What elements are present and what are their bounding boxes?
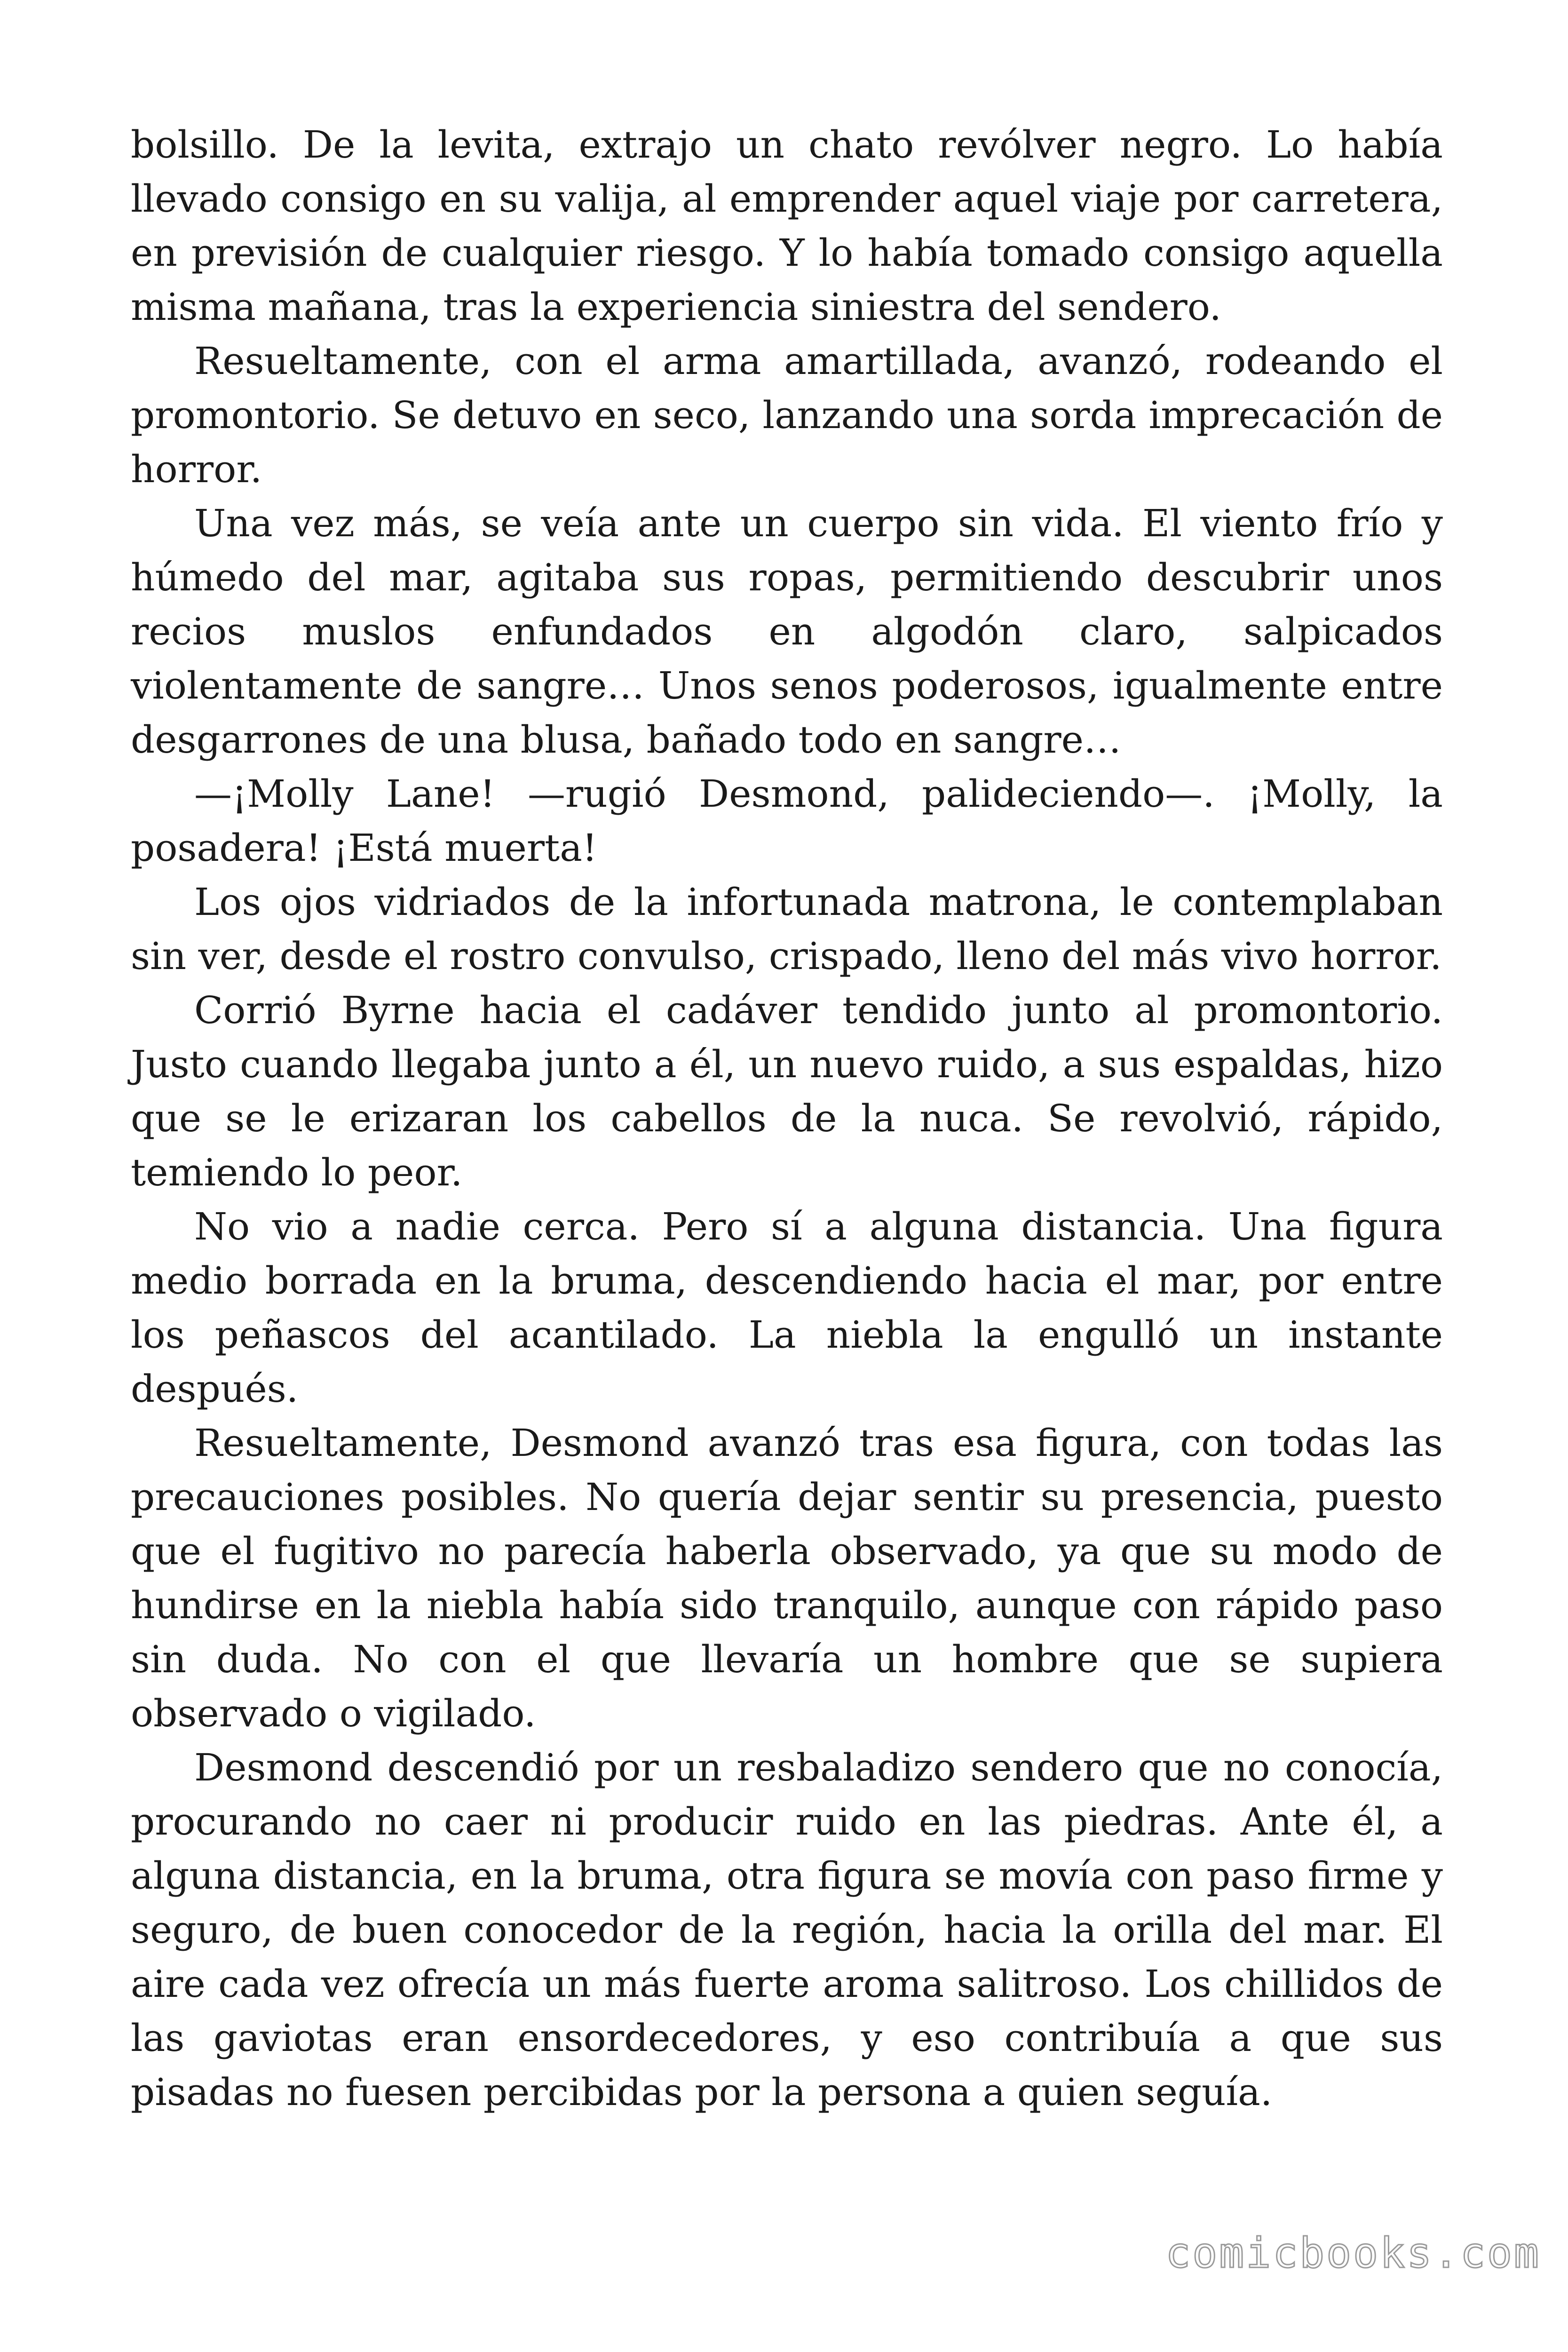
paragraph-7: No vio a nadie cerca. Pero sí a alguna distancia. Una figura medio borrada en la bruma, descendiendo hacia el mar, por entre los peñascos del acantilado. La niebla la engulló un instante después. [131,1205,1443,1411]
paragraph-1: bolsillo. De la levita, extrajo un chato revólver negro. Lo había llevado consigo en su valija, al emprender aquel viaje por carretera, en previsión de cualquier riesgo. Y lo había tomado consigo aquella misma mañana, tras la experiencia siniestra del sendero. [131,123,1443,329]
paragraph-5: Los ojos vidriados de la infortunada matrona, le contemplaban sin ver, desde el rostro convulso, crispado, lleno del más vivo horror. [131,880,1443,978]
paragraph-8: Resueltamente, Desmond avanzó tras esa figura, con todas las precauciones posibles. No quería dejar sentir su presencia, puesto que el fugitivo no parecía haberla observado, ya que su modo de hundirse en la niebla había sido tranquilo, aunque con rápido paso sin duda. No con el que llevaría un hombre que se supiera observado o vigilado. [131,1421,1443,1735]
paragraph-2: Resueltamente, con el arma amartillada, avanzó, rodeando el promontorio. Se detuvo en seco, lanzando una sorda imprecación de horror. [131,339,1443,491]
paragraph-4: —¡Molly Lane! —rugió Desmond, palideciendo—. ¡Molly, la posadera! ¡Está muerta! [131,772,1443,870]
paragraph-6: Corrió Byrne hacia el cadáver tendido junto al promontorio. Justo cuando llegaba junto a él, un nuevo ruido, a sus espaldas, hizo que se le erizaran los cabellos de la nuca. Se revolvió, rápido, temiendo lo peor. [131,988,1443,1194]
watermark: comicbooks.com [1165,2229,1541,2277]
body-text [131,118,1443,2119]
paragraph-3: Una vez más, se veía ante un cuerpo sin vida. El viento frío y húmedo del mar, agitaba sus ropas, permitiendo descubrir unos recios muslos enfundados en algodón claro, salpicados violentamente de sangre… Unos senos poderosos, igualmente entre desgarrones de una blusa, bañado todo en sangre… [131,501,1443,762]
paragraph-9: Desmond descendió por un resbaladizo sendero que no conocía, procurando no caer ni producir ruido en las piedras. Ante él, a alguna distancia, en la bruma, otra figura se movía con paso firme y seguro, de buen conocedor de la región, hacia la orilla del mar. El aire cada vez ofrecía un más fuerte aroma salitroso. Los chillidos de las gaviotas eran ensordecedores, y eso contribuía a que sus pisadas no fuesen percibidas por la persona a quien seguía. [131,1746,1443,2114]
